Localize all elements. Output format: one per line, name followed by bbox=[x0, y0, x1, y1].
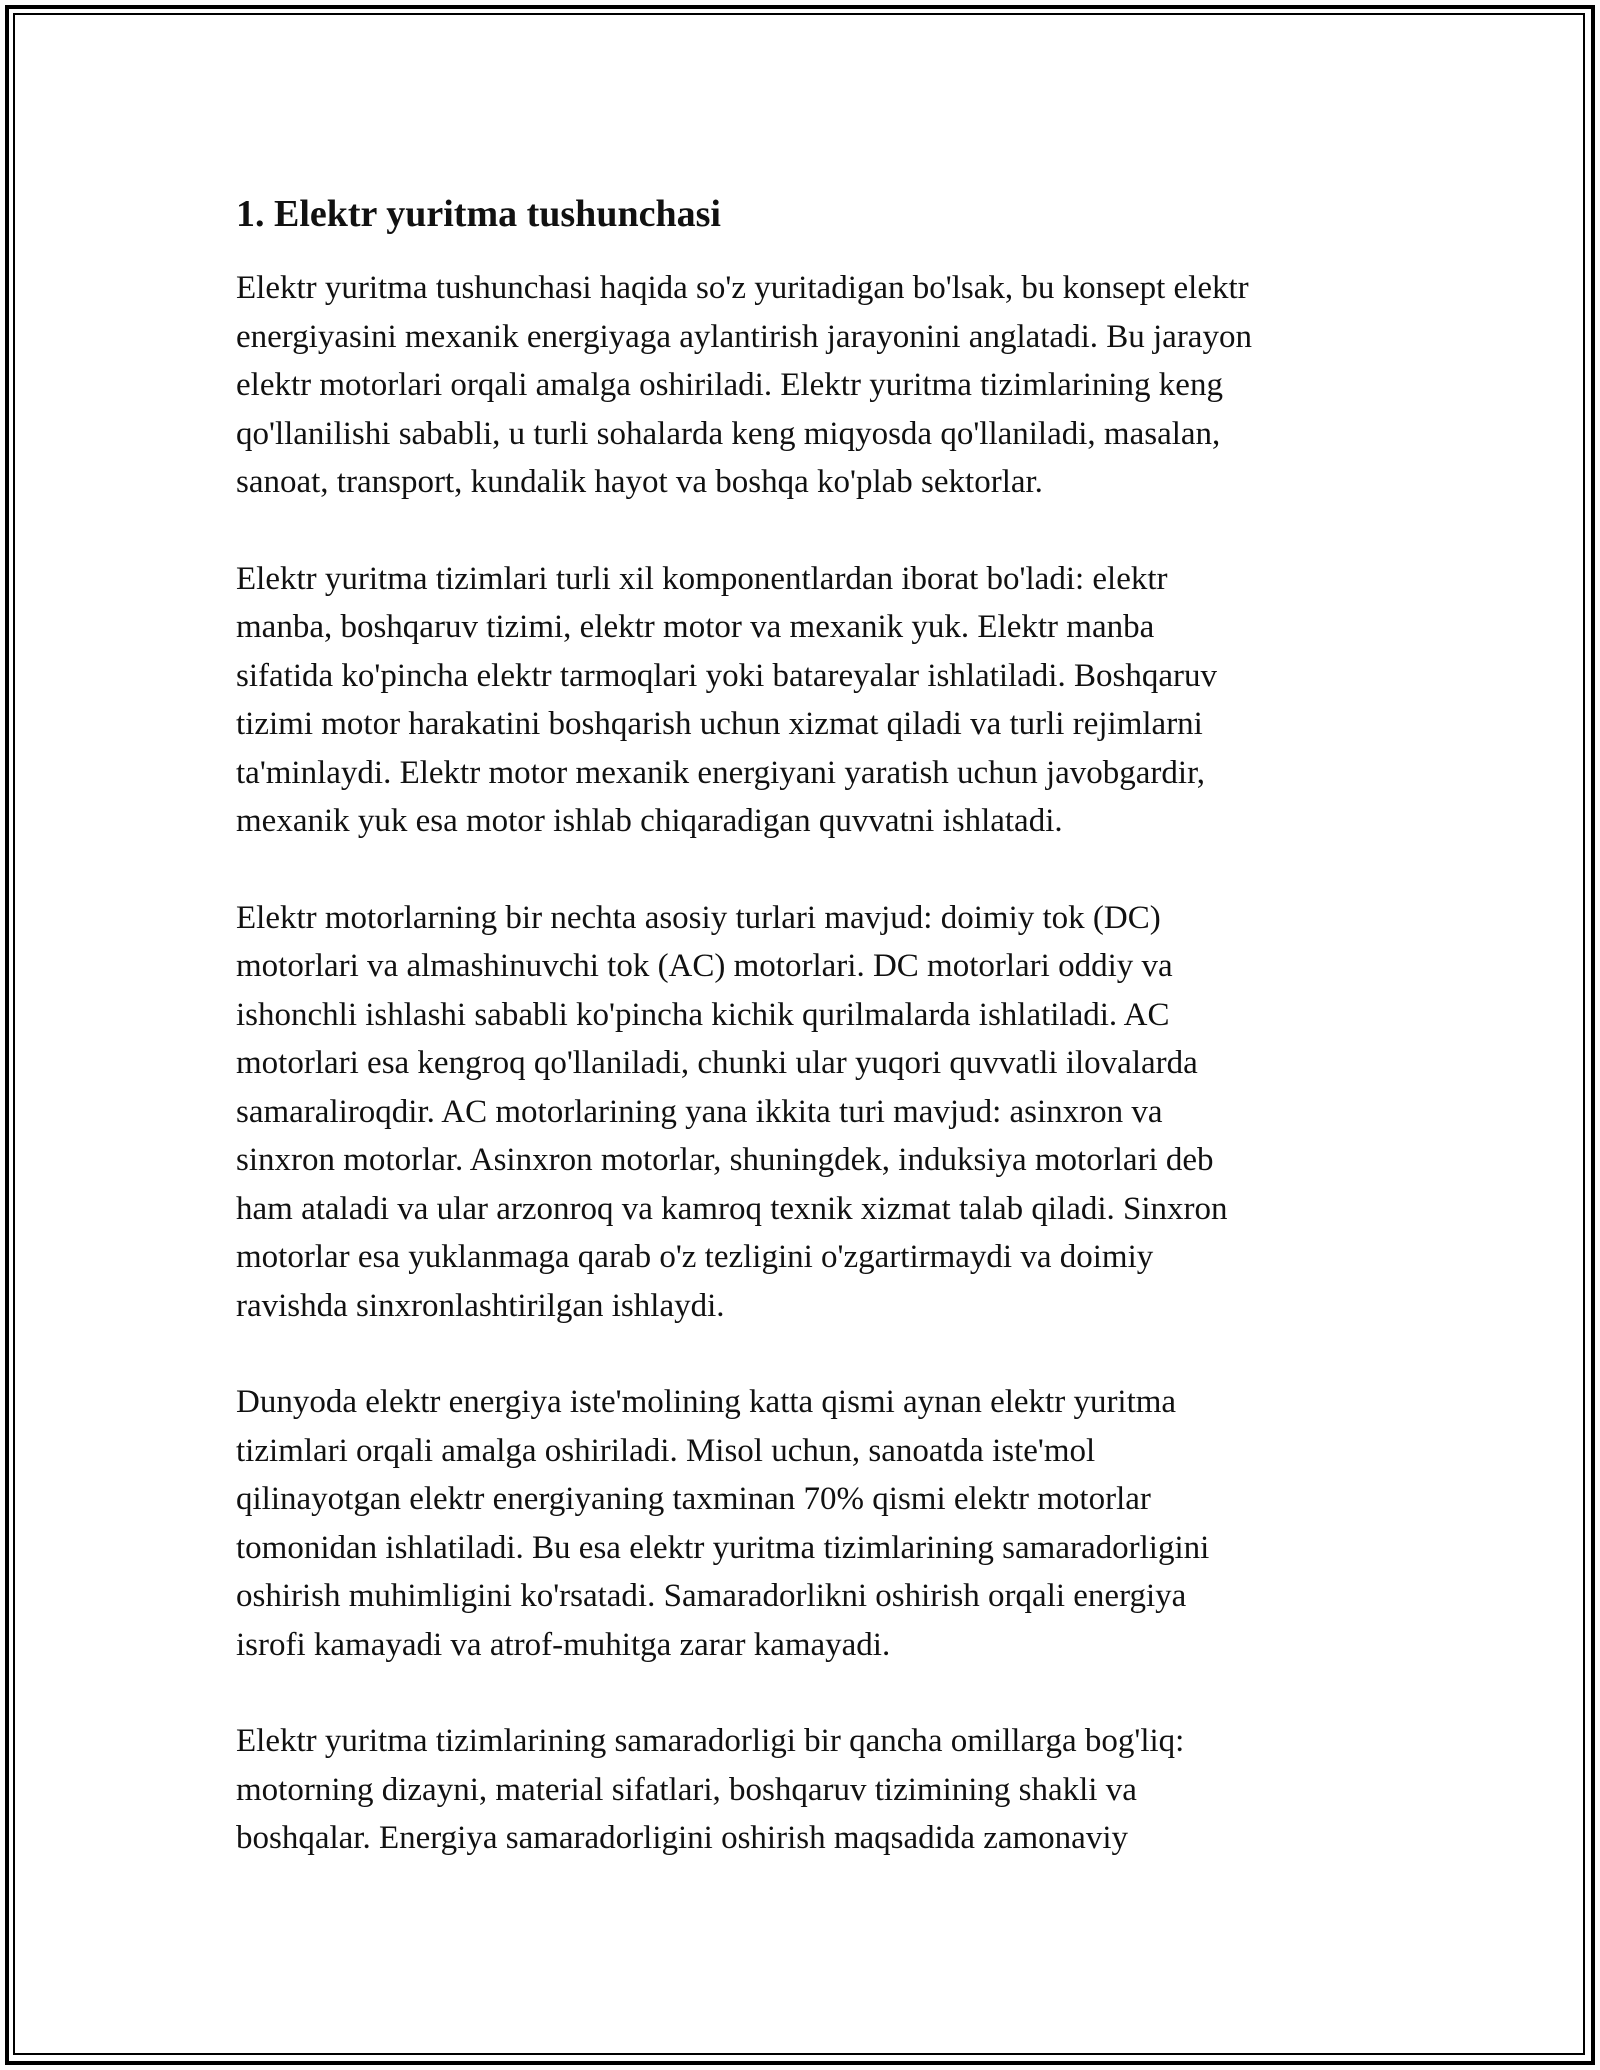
paragraph-2: Elektr yuritma tizimlari turli xil komponentlardan iborat bo'ladi: elektr manba, boshqaruv tizimi, elektr motor va mexanik yuk. Elektr manba sifatida ko'pincha elektr tarmoqlari yoki batareyalar ishlatiladi. Boshqaruv tizimi motor harakatini boshqarish uchun xizmat qiladi va turli rejimlarni ta'minlaydi. Elektr motor mexanik energiyani yaratish uchun javobgardir, mexanik yuk esa motor ishlab chiqaradigan quvvatni ishlatadi. bbox=[236, 560, 1217, 839]
document-body bbox=[236, 186, 1396, 1863]
paragraph-4: Dunyoda elektr energiya iste'molining katta qismi aynan elektr yuritma tizimlari orqali amalga oshiriladi. Misol uchun, sanoatda iste'mol qilinayotgan elektr energiyaning taxminan 70% qismi elektr motorlar tomonidan ishlatiladi. Bu esa elektr yuritma tizimlarining samaradorligini oshirish muhimligini ko'rsatadi. Samaradorlikni oshirish orqali energiya isrofi kamayadi va atrof-muhitga zarar kamayadi. bbox=[236, 1384, 1210, 1663]
paragraph-1: Elektr yuritma tushunchasi haqida so'z yuritadigan bo'lsak, bu konsept elektr energiyasini mexanik energiyaga aylantirish jarayonini anglatadi. Bu jarayon elektr motorlari orqali amalga oshiriladi. Elektr yuritma tizimlarining keng qo'llanilishi sababli, u turli sohalarda keng miqyosda qo'llaniladi, masalan, sanoat, transport, kundalik hayot va boshqa ko'plab sektorlar. bbox=[236, 270, 1252, 500]
paragraph-5: Elektr yuritma tizimlarining samaradorligi bir qancha omillarga bog'liq: motorning dizayni, material sifatlari, boshqaruv tizimining shakli va boshqalar. Energiya samaradorligini oshirish maqsadida zamonaviy bbox=[236, 1723, 1185, 1856]
paragraph-3: Elektr motorlarning bir nechta asosiy turlari mavjud: doimiy tok (DC) motorlari va almashinuvchi tok (AC) motorlari. DC motorlari oddiy va ishonchli ishlashi sababli ko'pincha kichik qurilmalarda ishlatiladi. AC motorlari esa kengroq qo'llaniladi, chunki ular yuqori quvvatli ilovalarda samaraliroqdir. AC motorlarining yana ikkita turi mavjud: asinxron va sinxron motorlar. Asinxron motorlar, shuningdek, induksiya motorlari deb ham ataladi va ular arzonroq va kamroq texnik xizmat talab qiladi. Sinxron motorlar esa yuklanmaga qarab o'z tezligini o'zgartirmaydi va doimiy ravishda sinxronlashtirilgan ishlaydi. bbox=[236, 899, 1228, 1324]
section-heading: 1. Elektr yuritma tushunchasi bbox=[236, 193, 721, 235]
